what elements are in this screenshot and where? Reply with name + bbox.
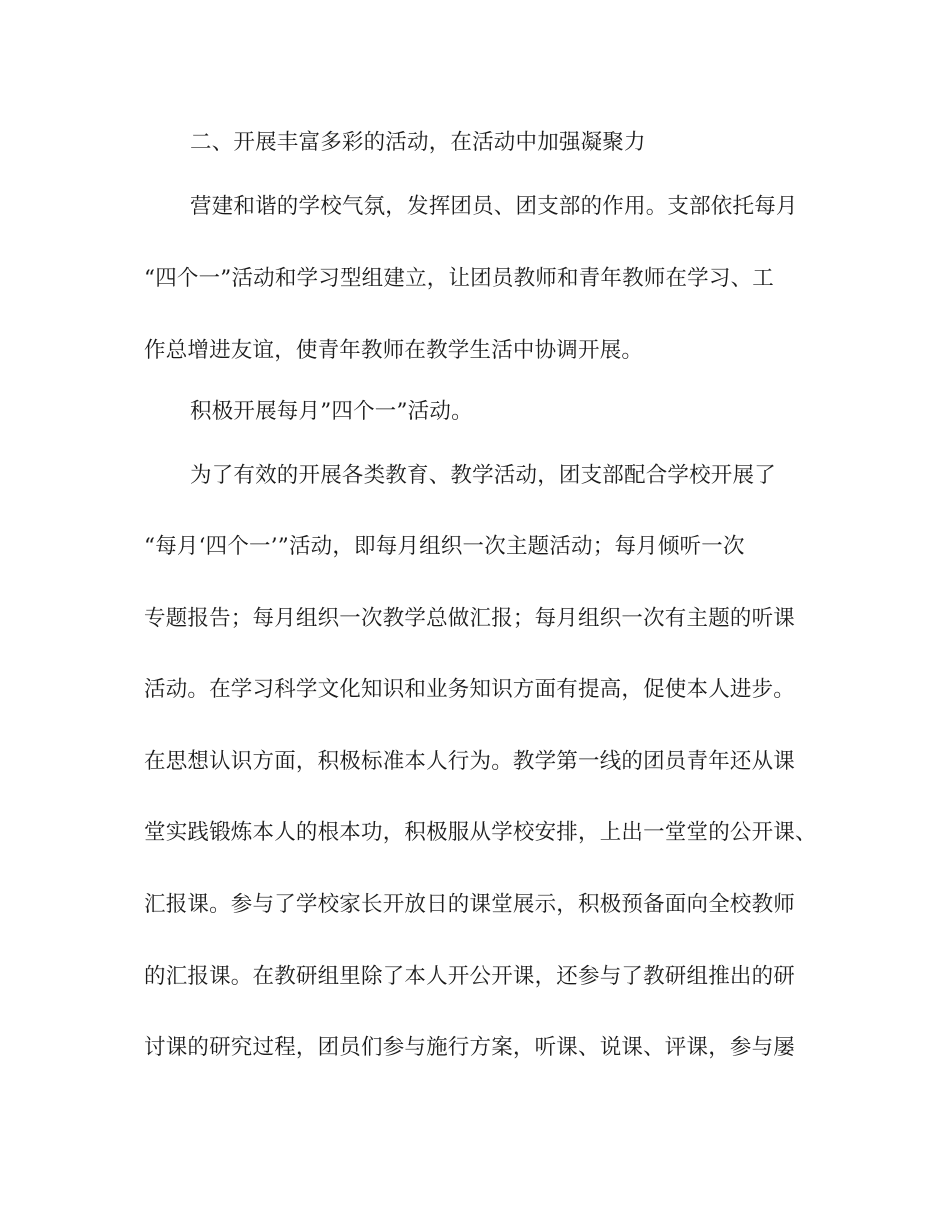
paragraph-line: “四个一”活动和学习型组建立，让团员教师和青年教师在学习、工: [144, 266, 774, 291]
paragraph-line: 汇报课。参与了学校家长开放日的课堂展示，积极预备面向全校教师: [144, 892, 796, 917]
paragraph-line: 专题报告；每月组织一次教学总做汇报；每月组织一次有主题的听课: [144, 606, 796, 631]
paragraph-line: 营建和谐的学校气氛，发挥团员、团支部的作用。支部依托每月: [190, 194, 798, 219]
paragraph-line: “每月‘四个一’”活动，即每月组织一次主题活动；每月倾听一次: [144, 534, 745, 559]
paragraph-line: 活动。在学习科学文化知识和业务知识方面有提高，促使本人进步。: [144, 677, 796, 702]
paragraph-line: 在思想认识方面，积极标准本人行为。教学第一线的团员青年还从课: [144, 749, 796, 774]
paragraph-line: 积极开展每月”四个一”活动。: [190, 399, 473, 424]
section-heading: 二、开展丰富多彩的活动，在活动中加强凝聚力: [190, 130, 646, 155]
paragraph-line: 的汇报课。在教研组里除了本人开公开课，还参与了教研组推出的研: [144, 964, 796, 989]
paragraph-line: 堂实践锻炼本人的根本功，积极服从学校安排，上出一堂堂的公开课、: [144, 820, 817, 845]
paragraph-line: 作总增进友谊，使青年教师在教学生活中协调开展。: [144, 338, 644, 363]
paragraph-line: 为了有效的开展各类教育、教学活动，团支部配合学校开展了: [190, 463, 776, 488]
paragraph-line: 讨课的研究过程，团员们参与施行方案，听课、说课、评课，参与屡: [144, 1035, 796, 1060]
